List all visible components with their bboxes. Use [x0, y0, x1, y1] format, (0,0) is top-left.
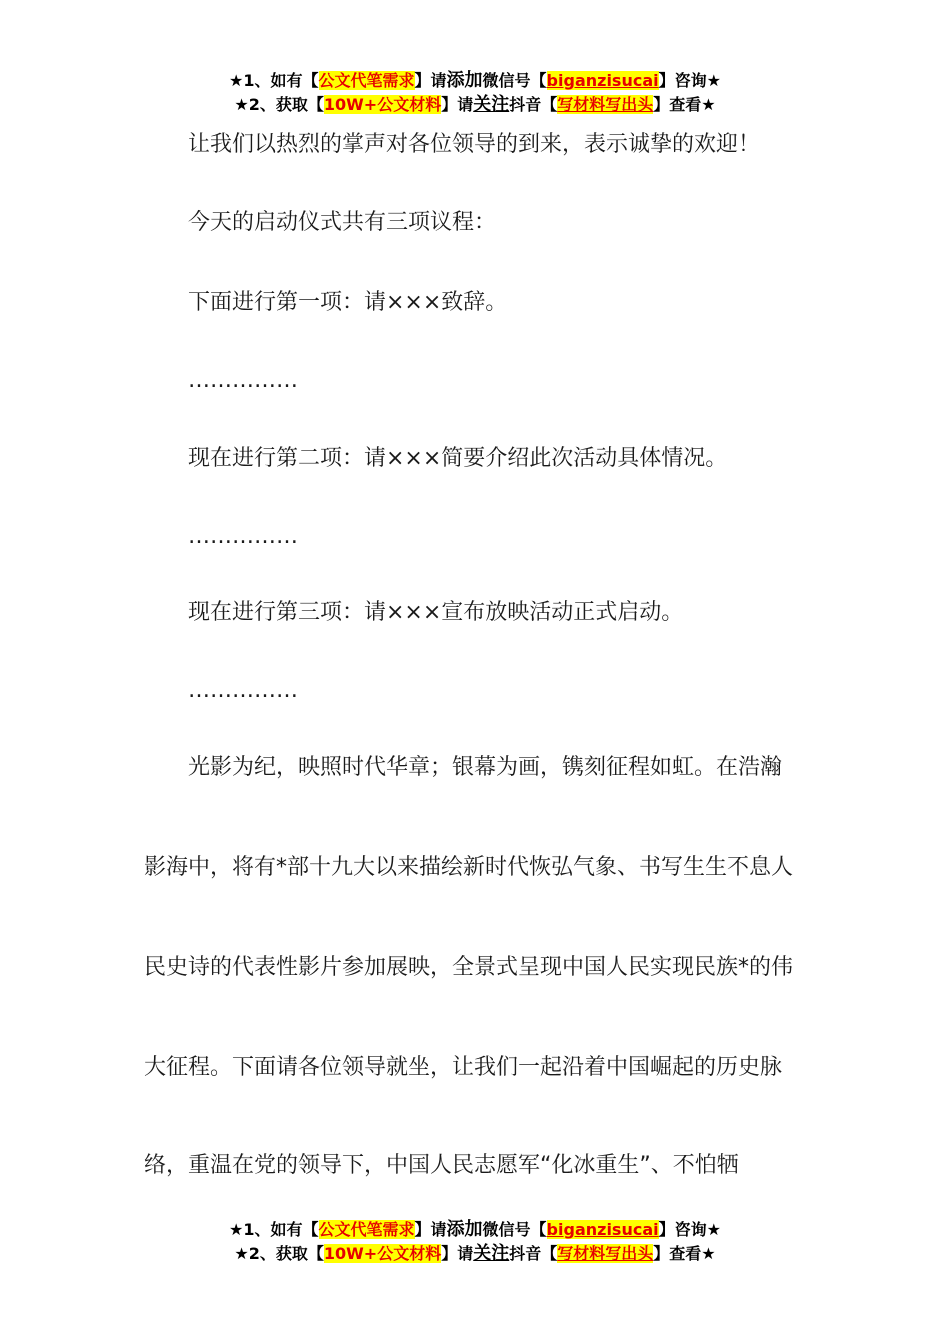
paragraph-closing-line-3: 民史诗的代表性影片参加展映，全景式呈现中国人民实现民族*的伟 [144, 955, 794, 980]
highlight-materials: 10W+公文材料 [323, 95, 442, 114]
promo-text: 抖音【 [509, 95, 558, 114]
douyin-account: 写材料写出头 [557, 1244, 654, 1263]
highlight-materials: 10W+公文材料 [323, 1244, 442, 1263]
emphasis-follow: 关注 [473, 1243, 510, 1264]
paragraph-closing-line-1: 光影为纪，映照时代华章；银幕为画，镌刻征程如虹。在浩瀚 [188, 755, 783, 780]
promo-text: ★1、如有【 [229, 71, 319, 90]
ellipsis-2: …………… [188, 524, 298, 549]
highlight-service: 公文代笔需求 [318, 71, 415, 90]
promo-text: 】咨询★ [658, 1220, 721, 1239]
promo-line-1 [0, 1218, 950, 1242]
promo-text: 微信号【 [482, 1220, 547, 1239]
paragraph-item-two: 现在进行第二项：请×××简要介绍此次活动具体情况。 [188, 446, 728, 471]
promo-text: 】请 [441, 95, 474, 114]
promo-text: 】请 [441, 1244, 474, 1263]
promo-line-2 [0, 1242, 950, 1266]
emphasis-add: 添加 [446, 70, 483, 91]
paragraph-agenda-intro: 今天的启动仪式共有三项议程： [188, 210, 497, 235]
emphasis-follow: 关注 [473, 94, 510, 115]
wechat-id: biganzisucai [546, 1220, 659, 1239]
emphasis-add: 添加 [446, 1219, 483, 1240]
promo-text: 】查看★ [653, 1244, 716, 1263]
promo-text: 】咨询★ [658, 71, 721, 90]
paragraph-item-three: 现在进行第三项：请×××宣布放映活动正式启动。 [188, 600, 684, 625]
paragraph-welcome: 让我们以热烈的掌声对各位领导的到来，表示诚挚的欢迎！ [188, 132, 761, 157]
promo-line-1 [0, 69, 950, 93]
wechat-id: biganzisucai [546, 71, 659, 90]
promo-text: 】查看★ [653, 95, 716, 114]
promo-text: ★2、获取【 [234, 95, 324, 114]
promo-text: ★2、获取【 [234, 1244, 324, 1263]
header-promo-banner [0, 69, 950, 117]
paragraph-closing-line-5: 络，重温在党的领导下，中国人民志愿军“化冰重生”、不怕牺 [144, 1153, 739, 1178]
ellipsis-1: …………… [188, 368, 298, 393]
footer-promo-banner [0, 1218, 950, 1266]
highlight-service: 公文代笔需求 [318, 1220, 415, 1239]
paragraph-closing-line-4: 大征程。下面请各位领导就坐，让我们一起沿着中国崛起的历史脉 [144, 1055, 783, 1080]
promo-line-2 [0, 93, 950, 117]
promo-text: 】请 [414, 1220, 447, 1239]
promo-text: 抖音【 [509, 1244, 558, 1263]
promo-text: 微信号【 [482, 71, 547, 90]
ellipsis-3: …………… [188, 678, 298, 703]
promo-text: ★1、如有【 [229, 1220, 319, 1239]
paragraph-closing-line-2: 影海中，将有*部十九大以来描绘新时代恢弘气象、书写生生不息人 [144, 855, 794, 880]
douyin-account: 写材料写出头 [557, 95, 654, 114]
paragraph-item-one: 下面进行第一项：请×××致辞。 [188, 290, 508, 315]
promo-text: 】请 [414, 71, 447, 90]
